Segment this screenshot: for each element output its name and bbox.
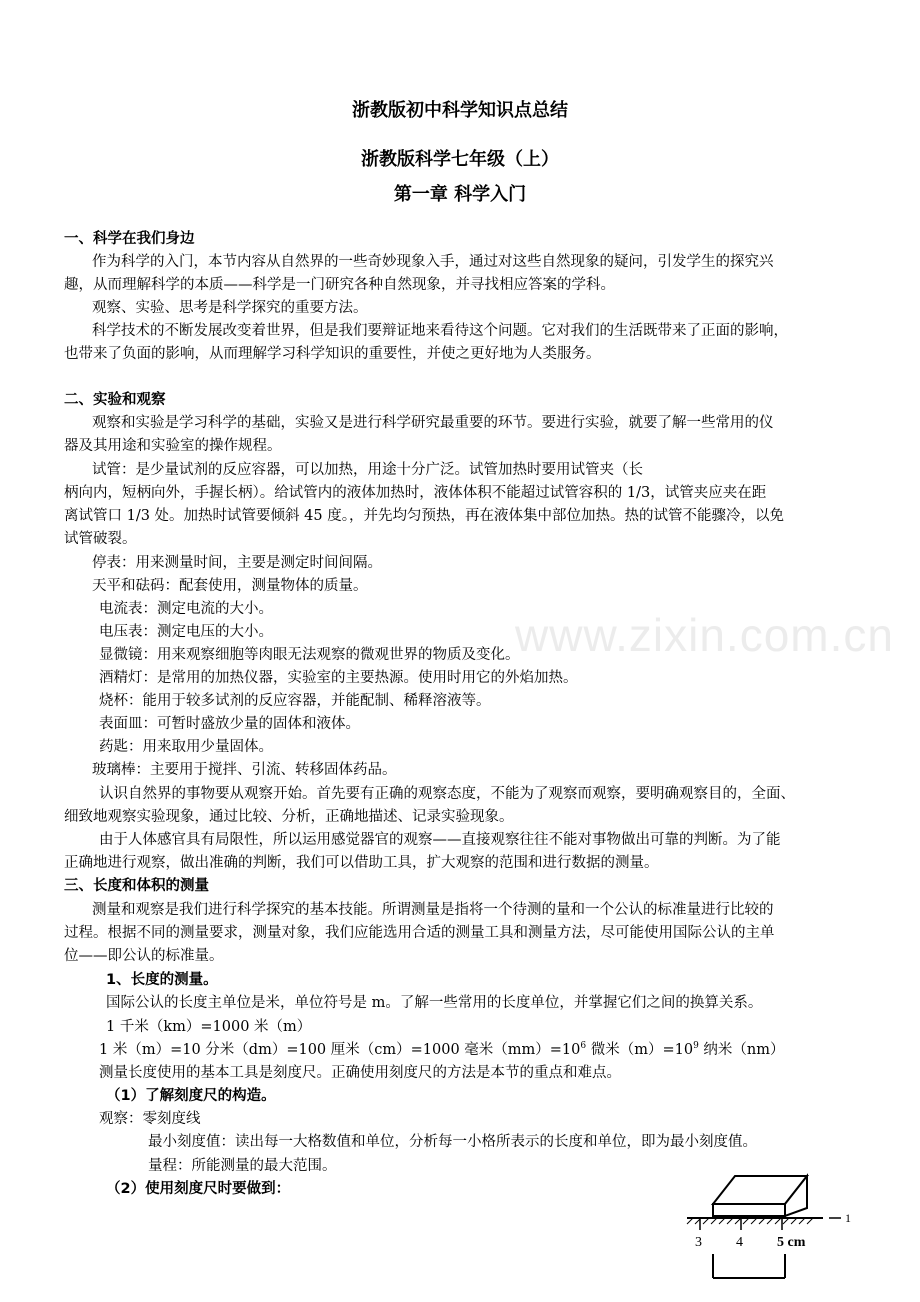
sec3-paragraph-line: 量程：所能测量的最大范围。 <box>148 1158 337 1174</box>
sec2-paragraph-line: 正确地进行观察，做出准确的判断，我们可以借助工具，扩大观察的范围和进行数据的测量。 <box>64 855 659 871</box>
section3-heading: 三、长度和体积的测量 <box>64 878 209 894</box>
instrument-item: 停表：用来测量时间，主要是测定时间间隔。 <box>92 555 382 571</box>
ruler-label: 4 <box>736 1235 743 1250</box>
sec3-paragraph-line: 观察：零刻度线 <box>99 1111 201 1127</box>
instrument-item: 电压表：测定电压的大小。 <box>99 624 273 640</box>
instrument-item: 玻璃棒：主要用于搅拌、引流、转移固体药品。 <box>92 762 397 778</box>
sec1-paragraph-line: 科学技术的不断发展改变着世界，但是我们要辩证地来看待这个问题。它对我们的生活既带来了正面的影响， <box>92 323 788 339</box>
sec3-paragraph-line: 最小刻度值：读出每一大格数值和单位，分析每一小格所表示的长度和单位，即为最小刻度值。 <box>148 1134 757 1150</box>
instrument-item: 显微镜：用来观察细胞等肉眼无法观察的微观世界的物质及变化。 <box>99 647 520 663</box>
sec1-paragraph-line: 也带来了负面的影响，从而理解学习科学知识的重要性，并使之更好地为人类服务。 <box>64 346 601 362</box>
sec2-paragraph-line: 认识自然界的事物要从观察开始。首先要有正确的观察态度，不能为了观察而观察，要明确观察目的，全面、 <box>99 786 795 802</box>
sec3-paragraph-line: 国际公认的长度主单位是米，单位符号是 m。了解一些常用的长度单位，并掌握它们之间的换算关系。 <box>106 995 763 1011</box>
instrument-item: 表面皿：可暂时盛放少量的固体和液体。 <box>99 716 360 732</box>
instrument-item: 烧杯：能用于较多试剂的反应容器，并能配制、稀释溶液等。 <box>99 693 491 709</box>
instrument-item: 药匙：用来取用少量固体。 <box>99 739 273 755</box>
sec2-paragraph-line: 柄向内，短柄向外，手握长柄）。给试管内的液体加热时，液体体积不能超过试管容积的 1/3，试管夹应夹在距 <box>64 485 767 501</box>
ruler-measurement-figure <box>683 1168 863 1288</box>
unit-conversion-m: 1 米（m）=10 分米（dm）=100 厘米（cm）=1000 毫米$(mm)=10^6$ 微米$(m)=10^9$ 纳米（nm） <box>99 1041 785 1058</box>
sec2-paragraph-line: 观察和实验是学习科学的基础，实验又是进行科学研究最重要的环节。要进行实验，就要了解一些常用的仪 <box>92 415 774 431</box>
subheading-ruler-usage: （2）使用刻度尺时要做到： <box>106 1181 291 1197</box>
sec3-paragraph-line: 位——即公认的标准量。 <box>64 948 224 964</box>
sec2-paragraph-line: 试管破裂。 <box>64 531 137 547</box>
sec1-paragraph-line: 作为科学的入门，本节内容从自然界的一些奇妙现象入手，通过对这些自然现象的疑问，引发学生的探究兴 <box>92 254 774 270</box>
subsection-length-heading: 1、长度的测量。 <box>106 972 218 988</box>
ruler-diagram <box>683 1168 863 1288</box>
instrument-item: 电流表：测定电流的大小。 <box>99 601 273 617</box>
watermark: www.zixin.com.cn <box>515 609 894 661</box>
sec1-paragraph-line: 趣，从而理解科学的本质——科学是一门研究各种自然现象，并寻找相应答案的学科。 <box>64 277 615 293</box>
document-subtitle: 浙教版科学七年级（上） <box>361 149 559 170</box>
ruler-label: 5 cm <box>777 1235 806 1250</box>
instrument-item: 天平和砝码：配套使用，测量物体的质量。 <box>92 578 368 594</box>
document-title: 浙教版初中科学知识点总结 <box>352 100 568 121</box>
sec2-paragraph-line: 细致地观察实验现象，通过比较、分析，正确地描述、记录实验现象。 <box>64 809 514 825</box>
sec2-paragraph-line: 由于人体感官具有局限性，所以运用感觉器官的观察——直接观察往往不能对事物做出可靠的判断。为了能 <box>99 832 781 848</box>
instrument-item: 酒精灯：是常用的加热仪器，实验室的主要热源。使用时用它的外焰加热。 <box>99 670 578 686</box>
sec3-paragraph-line: 过程。根据不同的测量要求，测量对象，我们应能选用合适的测量工具和测量方法，尽可能使用国际公认的主单 <box>64 925 775 941</box>
exponent: 6 <box>580 1041 587 1052</box>
sec2-paragraph-line: 器及其用途和实验室的操作规程。 <box>64 438 282 454</box>
unit-conversion-km: 1 千米（km）=1000 米（m） <box>106 1019 312 1035</box>
sec2-paragraph-line: 离试管口 1/3 处。加热时试管要倾斜 45 度。，并先均匀预热，再在液体集中部位加热。热的试管不能骤冷，以免 <box>64 508 784 524</box>
side-label: 1 <box>845 1211 851 1225</box>
chapter-title: 第一章 科学入门 <box>393 184 527 205</box>
sec2-paragraph-line: 试管：是少量试剂的反应容器，可以加热，用途十分广泛。试管加热时要用试管夹（长 <box>92 462 643 478</box>
sec1-paragraph-line: 观察、实验、思考是科学探究的重要方法。 <box>92 300 368 316</box>
ruler-label: 3 <box>695 1235 702 1250</box>
exponent: 9 <box>693 1041 699 1052</box>
section2-heading: 二、实验和观察 <box>64 392 166 408</box>
section1-heading: 一、科学在我们身边 <box>64 231 195 247</box>
sec3-paragraph-line: 测量长度使用的基本工具是刻度尺。正确使用刻度尺的方法是本节的重点和难点。 <box>99 1065 621 1081</box>
sec3-paragraph-line: 测量和观察是我们进行科学探究的基本技能。所谓测量是指将一个待测的量和一个公认的标准量进行比较的 <box>92 902 774 918</box>
subheading-ruler-structure: （1）了解刻度尺的构造。 <box>106 1088 276 1104</box>
